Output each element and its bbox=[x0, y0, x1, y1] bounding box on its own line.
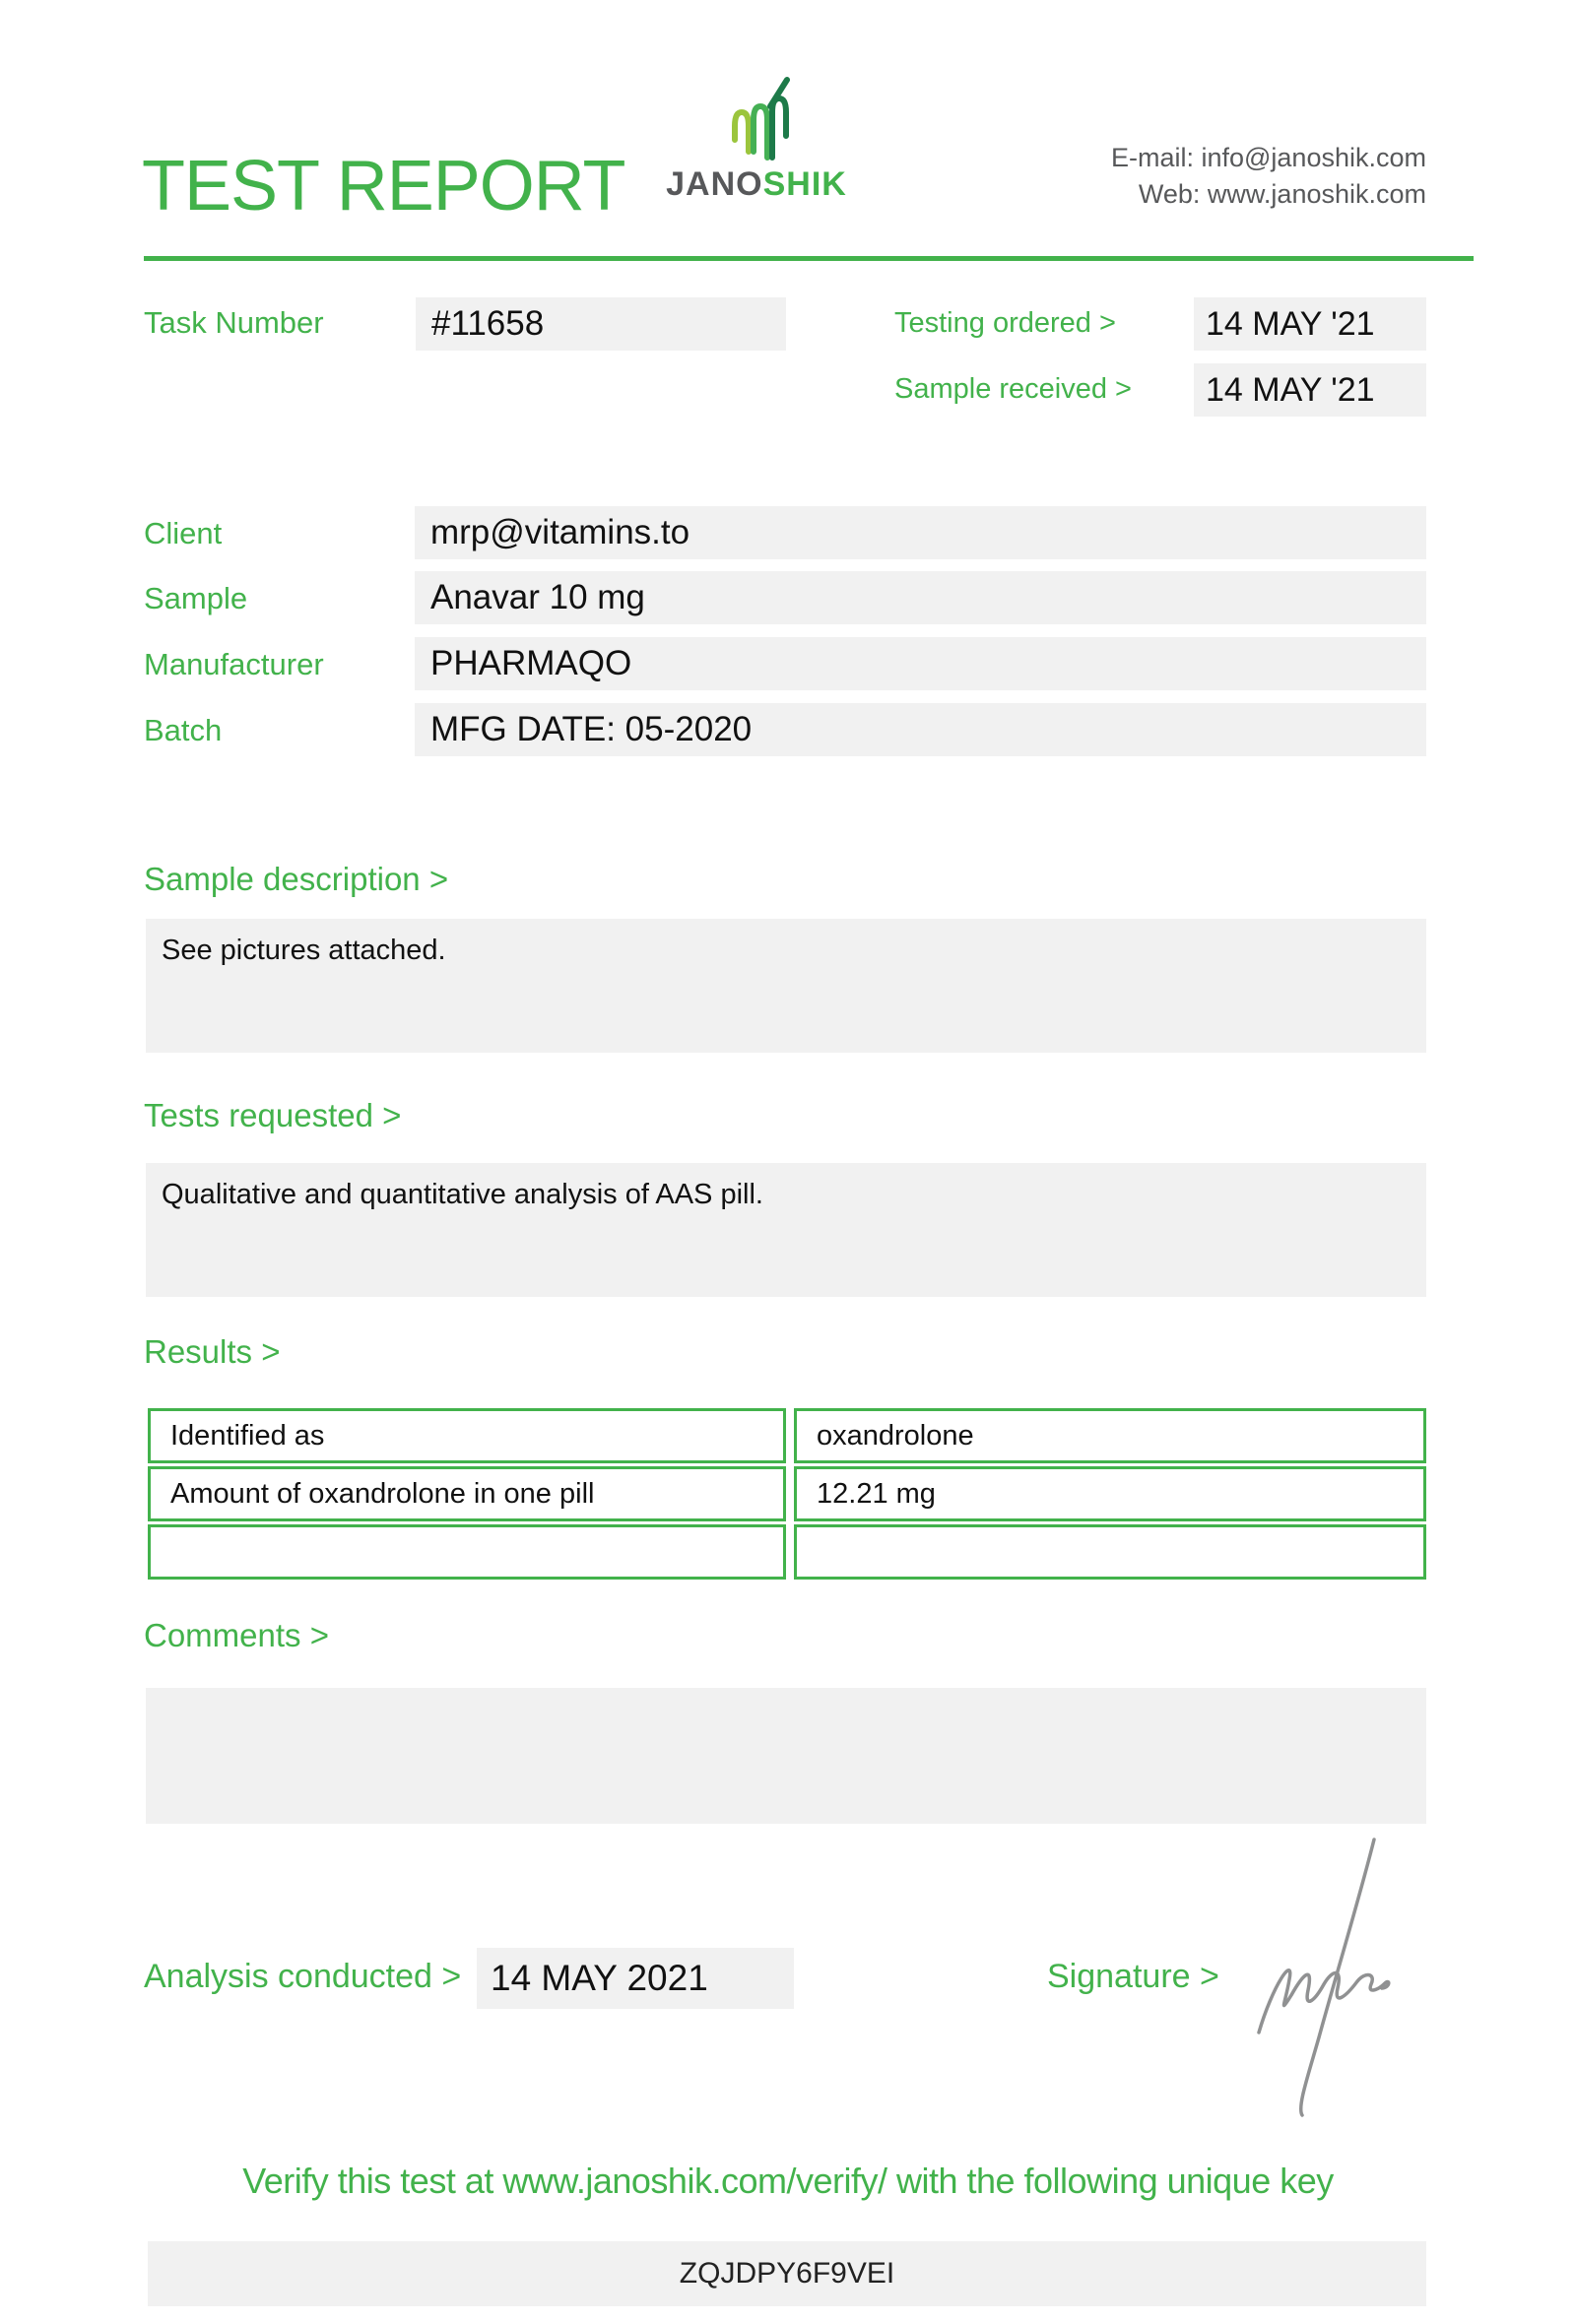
sample-description-heading: Sample description > bbox=[144, 861, 449, 897]
results-table-labels-column bbox=[148, 1408, 786, 1580]
testing-ordered-value-box bbox=[1194, 297, 1426, 351]
tests-requested-heading: Tests requested > bbox=[144, 1097, 402, 1133]
client-value-box bbox=[415, 506, 1426, 559]
analysis-date: 14 MAY 2021 bbox=[491, 1958, 708, 1998]
manufacturer-value: PHARMAQO bbox=[430, 644, 632, 682]
verify-instruction: Verify this test at www.janoshik.com/verify/ with the following unique key bbox=[242, 2161, 1334, 2201]
comments-box bbox=[146, 1688, 1426, 1824]
sample-label: Sample bbox=[144, 581, 248, 615]
task-number-value: #11658 bbox=[431, 304, 545, 343]
results-row-label bbox=[148, 1524, 786, 1580]
sample-received-value-box bbox=[1194, 363, 1426, 417]
client-label: Client bbox=[144, 516, 223, 550]
verify-key-box bbox=[148, 2241, 1426, 2306]
contact-email: E-mail: info@janoshik.com bbox=[1110, 143, 1426, 172]
manufacturer-label: Manufacturer bbox=[144, 647, 324, 681]
sample-value-box bbox=[415, 571, 1426, 624]
header-divider bbox=[144, 256, 1474, 261]
contact-info bbox=[985, 140, 1426, 213]
results-row-value bbox=[794, 1524, 1426, 1580]
analysis-date-box bbox=[477, 1948, 794, 2009]
results-heading: Results > bbox=[144, 1333, 281, 1370]
sample-description-text: See pictures attached. bbox=[162, 935, 446, 966]
sample-value: Anavar 10 mg bbox=[430, 578, 645, 616]
signature-image bbox=[1249, 1828, 1430, 2123]
client-value: mrp@vitamins.to bbox=[430, 513, 690, 551]
logo-text-gray: JANO bbox=[666, 165, 763, 203]
batch-value-box bbox=[415, 703, 1426, 756]
analysis-conducted-label: Analysis conducted > bbox=[144, 1958, 462, 1995]
manufacturer-value-box bbox=[415, 637, 1426, 690]
logo-text-green: SHIK bbox=[762, 165, 847, 203]
sample-received-value: 14 MAY '21 bbox=[1206, 370, 1375, 409]
sample-received-label: Sample received > bbox=[894, 373, 1132, 405]
task-number-label: Task Number bbox=[144, 305, 324, 340]
batch-value: MFG DATE: 05-2020 bbox=[430, 710, 753, 748]
results-row-value: 12.21 mg bbox=[794, 1466, 1426, 1521]
page-title: TEST REPORT bbox=[142, 147, 625, 226]
comments-heading: Comments > bbox=[144, 1617, 329, 1653]
results-row-label: Identified as bbox=[148, 1408, 786, 1463]
janoshik-chart-icon bbox=[727, 75, 790, 163]
results-row-value: oxandrolone bbox=[794, 1408, 1426, 1463]
results-table-values-column bbox=[794, 1408, 1426, 1580]
signature-label: Signature > bbox=[1047, 1958, 1219, 1995]
contact-web: Web: www.janoshik.com bbox=[1138, 179, 1426, 209]
task-number-value-box bbox=[416, 297, 786, 351]
testing-ordered-label: Testing ordered > bbox=[894, 307, 1116, 339]
tests-requested-box bbox=[146, 1163, 1426, 1297]
sample-description-box bbox=[146, 919, 1426, 1053]
janoshik-logo-text bbox=[658, 165, 855, 204]
batch-label: Batch bbox=[144, 713, 223, 747]
tests-requested-text: Qualitative and quantitative analysis of AAS pill. bbox=[162, 1179, 763, 1210]
verify-key: ZQJDPY6F9VEI bbox=[679, 2257, 895, 2290]
testing-ordered-value: 14 MAY '21 bbox=[1206, 304, 1375, 343]
results-row-label: Amount of oxandrolone in one pill bbox=[148, 1466, 786, 1521]
